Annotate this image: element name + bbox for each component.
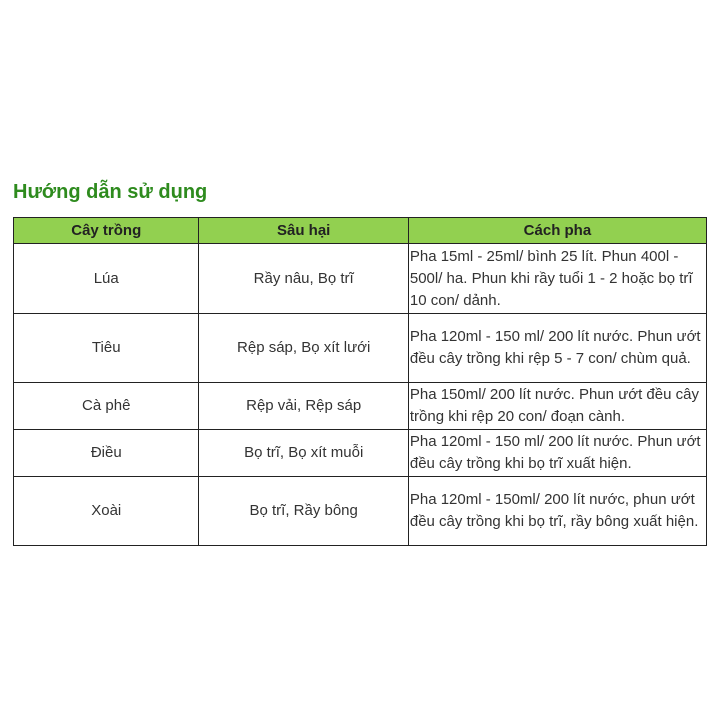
header-crop: Cây trồng	[14, 218, 199, 244]
usage-table	[13, 217, 707, 546]
table-row	[14, 430, 707, 477]
pest-cell: Rệp sáp, Bọ xít lưới	[199, 314, 408, 383]
crop-cell: Xoài	[14, 477, 199, 546]
header-pest: Sâu hại	[199, 218, 408, 244]
method-cell: Pha 15ml - 25ml/ bình 25 lít. Phun 400l - 500l/ ha. Phun khi rầy tuổi 1 - 2 hoặc bọ trĩ 10 con/ dảnh.	[408, 244, 706, 314]
table-header-row	[14, 218, 707, 244]
method-cell: Pha 120ml - 150ml/ 200 lít nước, phun ướt đều cây trồng khi bọ trĩ, rầy bông xuất hiện.	[408, 477, 706, 546]
table-row	[14, 314, 707, 383]
header-method: Cách pha	[408, 218, 706, 244]
pest-cell: Rệp vải, Rệp sáp	[199, 383, 408, 430]
table-row	[14, 383, 707, 430]
crop-cell: Lúa	[14, 244, 199, 314]
table-row	[14, 244, 707, 314]
pest-cell: Bọ trĩ, Bọ xít muỗi	[199, 430, 408, 477]
crop-cell: Cà phê	[14, 383, 199, 430]
method-cell: Pha 120ml - 150 ml/ 200 lít nước. Phun ướt đều cây trồng khi rệp 5 - 7 con/ chùm quả.	[408, 314, 706, 383]
table-row	[14, 477, 707, 546]
pest-cell: Bọ trĩ, Rầy bông	[199, 477, 408, 546]
method-cell: Pha 150ml/ 200 lít nước. Phun ướt đều cây trồng khi rệp 20 con/ đoạn cành.	[408, 383, 706, 430]
crop-cell: Tiêu	[14, 314, 199, 383]
pest-cell: Rầy nâu, Bọ trĩ	[199, 244, 408, 314]
method-cell: Pha 120ml - 150 ml/ 200 lít nước. Phun ướt đều cây trồng khi bọ trĩ xuất hiện.	[408, 430, 706, 477]
section-heading: Hướng dẫn sử dụng	[13, 181, 208, 203]
crop-cell: Điều	[14, 430, 199, 477]
